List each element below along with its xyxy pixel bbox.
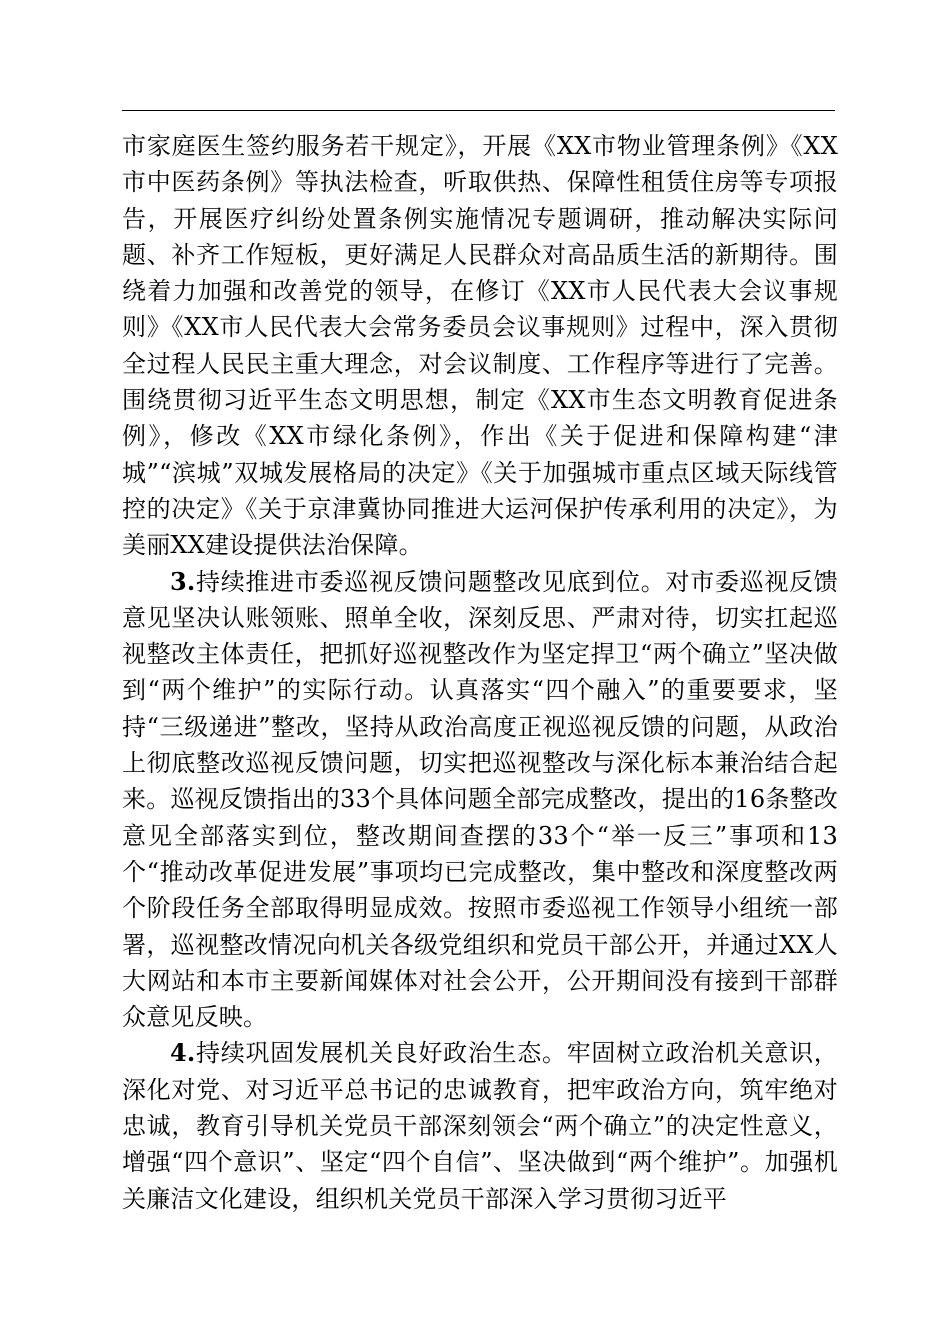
paragraph-number: 4. xyxy=(170,1038,196,1068)
paragraph-number: 3. xyxy=(170,566,196,596)
document-body xyxy=(122,128,838,1217)
paragraph-item-4 xyxy=(122,1035,838,1216)
header-rule xyxy=(122,110,835,111)
paragraph-text: 持续推进市委巡视反馈问题整改见底到位。对市委巡视反馈意见坚决认账领账、照单全收，深刻反思、严肃对待，切实扛起巡视整改主体责任，把抓好巡视整改作为坚定捍卫“两个确立”坚决做到“两个维护”的实际行动。认真落实“四个融入”的重要要求，坚持“三级递进”整改，坚持从政治高度正视巡视反馈的问题，从政治上彻底整改巡视反馈问题，切实把巡视整改与深化标本兼治结合起来。巡视反馈指出的33个具体问题全部完成整改，提出的16条整改意见全部落实到位，整改期间查摆的33个“举一反三”事项和13个“推动改革促进发展”事项均已完成整改，集中整改和深度整改两个阶段任务全部取得明显成效。按照市委巡视工作领导小组统一部署，巡视整改情况向机关各级党组织和党员干部公开，并通过XX人大网站和本市主要新闻媒体对社会公开，公开期间没有接到干部群众意见反映。 xyxy=(122,567,838,1032)
paragraph-continued xyxy=(122,128,838,564)
paragraph-item-3 xyxy=(122,564,838,1036)
paragraph-text: 市家庭医生签约服务若干规定》，开展《XX市物业管理条例》《XX市中医药条例》等执法检查，听取供热、保障性租赁住房等专项报告，开展医疗纠纷处置条例实施情况专题调研，推动解决实际问题、补齐工作短板，更好满足人民群众对高品质生活的新期待。围绕着力加强和改善党的领导，在修订《XX市人民代表大会议事规则》《XX市人民代表大会常务委员会议事规则》过程中，深入贯彻全过程人民民主重大理念，对会议制度、工作程序等进行了完善。围绕贯彻习近平生态文明思想，制定《XX市生态文明教育促进条例》，修改《XX市绿化条例》，作出《关于促进和保障构建“津城”“滨城”双城发展格局的决定》《关于加强城市重点区域天际线管控的决定》《关于京津冀协同推进大运河保护传承利用的决定》，为美丽XX建设提供法治保障。 xyxy=(122,132,838,560)
paragraph-text: 持续巩固发展机关良好政治生态。牢固树立政治机关意识，深化对党、对习近平总书记的忠诚教育，把牢政治方向，筑牢绝对忠诚，教育引导机关党员干部深刻领会“两个确立”的决定性意义，增强“四个意识”、坚定“四个自信”、坚决做到“两个维护”。加强机关廉洁文化建设，组织机关党员干部深入学习贯彻习近平 xyxy=(122,1039,838,1213)
